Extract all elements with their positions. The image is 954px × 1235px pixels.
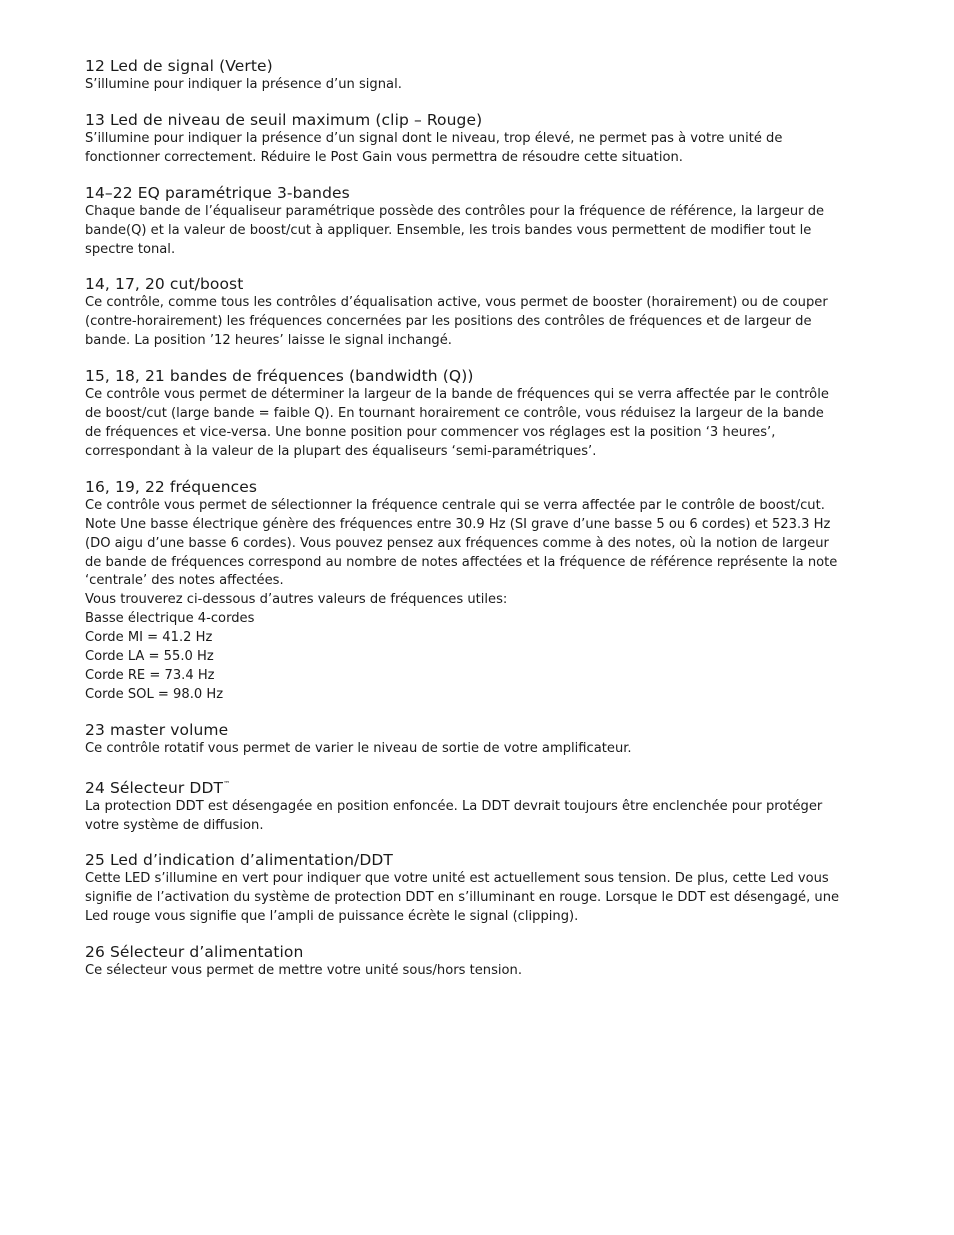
section-heading: 12 Led de signal (Verte) (85, 57, 273, 75)
section-ddt-selector (85, 774, 875, 836)
section-heading: 13 Led de niveau de seuil maximum (clip – Rouge) (85, 110, 483, 129)
section-body: Ce contrôle vous permet de sélectionner la fréquence centrale qui se verra affectée par le contrôle de boost/cut. Note Une basse électrique génère des fréquences entre 30.9 Hz (SI grave d’une basse 5 ou 6 cordes) et 523.3 Hz (DO aigu d’une basse 6 cordes). Vous pouvez pensez aux fréquences comme à des notes, où la notion de largeur de bande de fréquences correspond au nombre de notes affectées et la fréquence de référence représente la note ‘centrale’ des notes affectées. Vous trouverez ci-dessous d’autres valeurs de fréquences utiles: Basse électrique 4-cordes Corde MI = 41.2 Hz Corde LA = 55.0 Hz Corde RE = 73.4 Hz Corde SOL = 98.0 Hz (85, 497, 838, 702)
section-power-ddt-led (85, 850, 875, 927)
section-heading: 16, 19, 22 fréquences (85, 477, 258, 496)
trademark-mark: ™ (223, 779, 231, 788)
section-parametric-eq (85, 183, 875, 260)
section-body: Ce sélecteur vous permet de mettre votre unité sous/hors tension. (85, 963, 523, 979)
section-master-volume (85, 720, 875, 759)
section-heading-text: 24 Sélecteur DDT (85, 778, 224, 797)
section-heading: 14, 17, 20 cut/boost (85, 275, 244, 294)
section-heading: 14–22 EQ paramétrique 3-bandes (85, 183, 350, 202)
section-heading: 25 Led d’indication d’alimentation/DDT (85, 851, 393, 870)
section-bandwidth (85, 366, 875, 462)
section-heading (85, 774, 875, 798)
section-body: Ce contrôle, comme tous les contrôles d’équalisation active, vous permet de booster (horairement) ou de couper (contre-horairement) les fréquences concernées par les positions des contrôles de fréquences et de largeur de bande. La position ’12 heures’ laisse le signal inchangé. (85, 295, 828, 349)
section-body: Ce contrôle rotatif vous permet de varier le niveau de sortie de votre amplificateur. (85, 740, 632, 756)
section-heading: 26 Sélecteur d’alimentation (85, 943, 304, 962)
section-heading: 23 master volume (85, 720, 229, 739)
section-frequencies (85, 477, 875, 705)
section-body: S’illumine pour indiquer la présence d’un signal. (85, 77, 402, 92)
section-cut-boost (85, 274, 875, 351)
section-body: Cette LED s’illumine en vert pour indiquer que votre unité est actuellement sous tension. De plus, cette Led vous signifie de l’activation du système de protection DDT en s’illuminant en rouge. Lorsque le DDT est désengagé, une Led rouge vous signifie que l’ampli de puissance écrète le signal (clipping). (85, 871, 840, 925)
section-body: La protection DDT est désengagée en position enfoncée. La DDT devrait toujours être enclenchée pour protéger votre système de diffusion. (85, 798, 823, 833)
section-heading: 15, 18, 21 bandes de fréquences (bandwidth (Q)) (85, 367, 474, 386)
section-body: Chaque bande de l’équaliseur paramétrique possède des contrôles pour la fréquence de référence, la largeur de bande(Q) et la valeur de boost/cut à appliquer. Ensemble, les trois bandes vous permettent de modifier tout le spectre tonal. (85, 203, 825, 257)
section-body: S’illumine pour indiquer la présence d’un signal dont le niveau, trop élevé, ne permet pas à votre unité de fonctionner correctement. Réduire le Post Gain vous permettra de résoudre cette situation. (85, 130, 783, 165)
section-body: Ce contrôle vous permet de déterminer la largeur de la bande de fréquences qui se verra affectée par le contrôle de boost/cut (large bande = faible Q). En tournant horairement ce contrôle, vous réduisez la largeur de la bande de fréquences et vice-versa. Une bonne position pour commencer vos réglages est la position ‘3 heures’, correspondant à la valeur de la plupart des équaliseurs ‘semi-paramétriques’. (85, 387, 829, 459)
document-page (85, 56, 875, 996)
section-signal-led (85, 56, 875, 95)
section-clip-led (85, 110, 875, 168)
section-power-switch (85, 942, 875, 981)
